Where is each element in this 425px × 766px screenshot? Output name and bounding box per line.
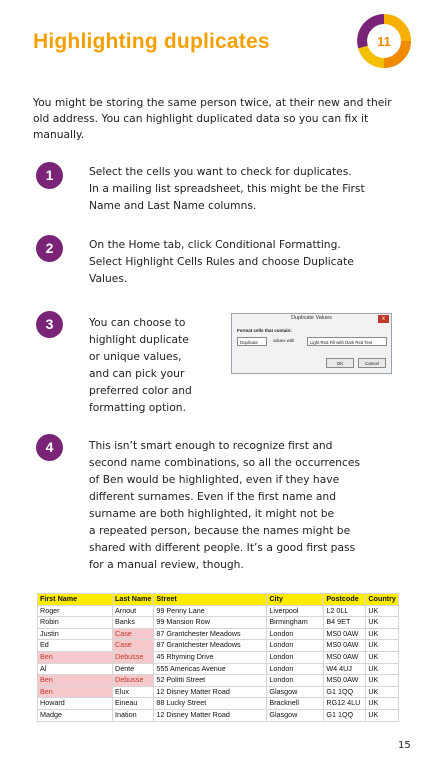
cancel-button[interactable]: Cancel xyxy=(358,358,386,368)
table-cell: Ination xyxy=(113,709,154,721)
table-cell: UK xyxy=(366,675,399,687)
table-cell: London xyxy=(267,640,324,652)
table-cell: 45 Rhyming Drive xyxy=(154,651,267,663)
column-header: Postcode xyxy=(324,594,366,606)
chapter-ring-icon xyxy=(355,12,413,70)
table-cell: 99 Mansion Row xyxy=(154,617,267,629)
step-4-line: This isn’t smart enough to recognize first and xyxy=(89,439,333,452)
duplicate-values-dialog xyxy=(231,313,392,374)
step-2-text xyxy=(89,236,354,287)
table-cell: Howard xyxy=(38,698,113,710)
mailing-list-table xyxy=(37,593,399,722)
table-row xyxy=(38,628,399,640)
step-4-line: different surnames. Even if the first name and xyxy=(89,490,336,503)
table-cell: Ben xyxy=(38,686,113,698)
table-cell: MS0 0AW xyxy=(324,628,366,640)
table-cell: Ben xyxy=(38,651,113,663)
column-header: Last Name xyxy=(113,594,154,606)
table-cell: Eineau xyxy=(113,698,154,710)
step-2-line: On the Home tab, click Conditional Formatting. xyxy=(89,238,341,251)
table-row xyxy=(38,640,399,652)
table-row xyxy=(38,675,399,687)
table-header-row xyxy=(38,594,399,606)
step-3-line: and can pick your xyxy=(89,367,185,380)
table-cell: MS0 0AW xyxy=(324,675,366,687)
step-3-line: highlight duplicate xyxy=(89,333,189,346)
step-1-text xyxy=(89,163,365,214)
table-row xyxy=(38,605,399,617)
table-cell: 12 Disney Matter Road xyxy=(154,686,267,698)
table-row xyxy=(38,698,399,710)
table-cell: 555 Americas Avenue xyxy=(154,663,267,675)
table-cell: 87 Grantchester Meadows xyxy=(154,628,267,640)
table-cell: Birmingham xyxy=(267,617,324,629)
table-cell: UK xyxy=(366,640,399,652)
step-4-badge: 4 xyxy=(36,434,63,461)
step-4-line: for a manual review, though. xyxy=(89,558,244,571)
table-cell: Bracknell xyxy=(267,698,324,710)
step-4-line: shared with different people. It’s a good first pass xyxy=(89,541,356,554)
table-cell: Debusse xyxy=(113,651,154,663)
step-4-line: second name combinations, so all the occurrences xyxy=(89,456,361,469)
step-1-line: Select the cells you want to check for duplicates. xyxy=(89,165,352,178)
table-cell: London xyxy=(267,675,324,687)
table-cell: Roger xyxy=(38,605,113,617)
column-header: Country xyxy=(366,594,399,606)
table-cell: Robin xyxy=(38,617,113,629)
table-cell: UK xyxy=(366,605,399,617)
step-2-badge: 2 xyxy=(36,235,63,262)
table-cell: UK xyxy=(366,709,399,721)
table-cell: London xyxy=(267,651,324,663)
table-cell: W4 4UJ xyxy=(324,663,366,675)
column-header: First Name xyxy=(38,594,113,606)
column-header: City xyxy=(267,594,324,606)
table-cell: Ben xyxy=(38,675,113,687)
step-2-line: Select Highlight Cells Rules and choose Duplicate xyxy=(89,255,354,268)
table-row xyxy=(38,617,399,629)
step-3-badge: 3 xyxy=(36,311,63,338)
dialog-title: Duplicate Values xyxy=(291,315,332,321)
table-cell: Ed xyxy=(38,640,113,652)
table-cell: Debusse xyxy=(113,675,154,687)
table-cell: B4 9ET xyxy=(324,617,366,629)
step-3-text xyxy=(89,314,192,416)
step-4-line: surname are both highlighted, it might not be xyxy=(89,507,335,520)
page-title: Highlighting duplicates xyxy=(33,30,270,53)
table-cell: Case xyxy=(113,628,154,640)
table-cell: G1 1QQ xyxy=(324,686,366,698)
table-cell: Al xyxy=(38,663,113,675)
step-3-line: formatting option. xyxy=(89,401,186,414)
chapter-number: 11 xyxy=(377,34,391,49)
table-cell: MS0 0AW xyxy=(324,651,366,663)
step-1-badge: 1 xyxy=(36,162,63,189)
column-header: Street xyxy=(154,594,267,606)
table-cell: L2 0LL xyxy=(324,605,366,617)
table-cell: Justin xyxy=(38,628,113,640)
intro-paragraph: You might be storing the same person twice, at their new and their old address. You can highlight duplicated data so you can fix it manually. xyxy=(33,96,392,141)
table-cell: UK xyxy=(366,663,399,675)
table-cell: London xyxy=(267,628,324,640)
step-1-line: Name and Last Name columns. xyxy=(89,199,257,212)
table-row xyxy=(38,651,399,663)
step-4-line: a repeated person, because the names might be xyxy=(89,524,351,537)
table-cell: UK xyxy=(366,686,399,698)
table-cell: Madge xyxy=(38,709,113,721)
table-cell: G1 1QQ xyxy=(324,709,366,721)
table-cell: Case xyxy=(113,640,154,652)
step-3-line: preferred color and xyxy=(89,384,192,397)
ok-button[interactable]: OK xyxy=(326,358,354,368)
table-cell: Dente xyxy=(113,663,154,675)
dialog-label: Format cells that contain: xyxy=(237,328,292,333)
table-cell: 52 Politti Street xyxy=(154,675,267,687)
table-cell: 87 Grantchester Meadows xyxy=(154,640,267,652)
table-cell: Glasgow xyxy=(267,709,324,721)
values-with-label: values with xyxy=(273,338,295,343)
table-cell: MS0 0AW xyxy=(324,640,366,652)
page-number: 15 xyxy=(398,740,411,751)
table-cell: 12 Disney Matter Road xyxy=(154,709,267,721)
table-cell: Liverpool xyxy=(267,605,324,617)
format-select[interactable]: Light Red Fill with Dark Red Text xyxy=(307,337,387,346)
step-4-text xyxy=(89,437,360,573)
table-row xyxy=(38,709,399,721)
table-cell: UK xyxy=(366,617,399,629)
table-row xyxy=(38,663,399,675)
table-cell: 99 Penny Lane xyxy=(154,605,267,617)
table-cell: Glasgow xyxy=(267,686,324,698)
table-cell: Arnout xyxy=(113,605,154,617)
table-cell: UK xyxy=(366,628,399,640)
table-cell: Elux xyxy=(113,686,154,698)
step-3-line: or unique values, xyxy=(89,350,182,363)
duplicate-type-select[interactable]: Duplicate xyxy=(237,337,267,346)
table-cell: 88 Lucky Street xyxy=(154,698,267,710)
step-1-line: In a mailing list spreadsheet, this might be the First xyxy=(89,182,365,195)
step-4-line: of Ben would be highlighted, even if they have xyxy=(89,473,340,486)
close-icon[interactable]: x xyxy=(378,315,389,323)
step-3-line: You can choose to xyxy=(89,316,186,329)
table-cell: RG12 4LU xyxy=(324,698,366,710)
table-cell: London xyxy=(267,663,324,675)
table-cell: UK xyxy=(366,651,399,663)
table-cell: Banks xyxy=(113,617,154,629)
table-row xyxy=(38,686,399,698)
chapter-badge xyxy=(355,12,413,70)
table-cell: UK xyxy=(366,698,399,710)
step-2-line: Values. xyxy=(89,272,128,285)
